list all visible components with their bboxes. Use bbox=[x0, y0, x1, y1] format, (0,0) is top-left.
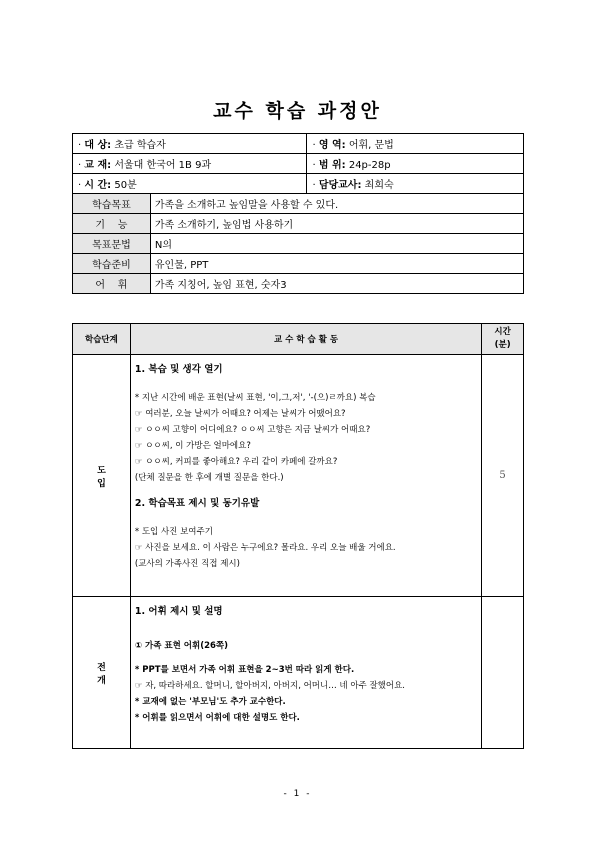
area-value: 어휘, 문법 bbox=[348, 140, 394, 151]
info-row-preparation bbox=[73, 254, 524, 274]
intro-line: ☞ ㅇㅇ씨, 이 가방은 얼마에요? bbox=[134, 441, 251, 451]
time-label: 시 간 bbox=[84, 180, 108, 191]
develop-section-1-title: 1. 어휘 제시 및 설명 bbox=[134, 606, 223, 617]
intro-row bbox=[73, 355, 524, 597]
vocabulary-label: 어 휘 bbox=[73, 274, 151, 294]
develop-line: * 어휘를 읽으면서 어휘에 대한 설명도 한다. bbox=[134, 713, 300, 723]
lesson-header-row bbox=[73, 324, 524, 355]
textbook-label: 교 재 bbox=[84, 160, 108, 171]
textbook-value: 서울대 한국어 1B 9과 bbox=[114, 160, 212, 171]
info-row-grammar bbox=[73, 234, 524, 254]
range-value: 24p-28p bbox=[348, 160, 391, 171]
activity-header: 교 수 학 습 활 동 bbox=[130, 324, 481, 355]
intro-section-1-title: 1. 복습 및 생각 열기 bbox=[134, 364, 223, 375]
intro-time: 5 bbox=[482, 355, 524, 597]
preparation-label: 학습준비 bbox=[73, 254, 151, 274]
info-row-function bbox=[73, 214, 524, 234]
develop-line: * PPT를 보면서 가족 어휘 표현을 2~3번 따라 읽게 한다. bbox=[134, 665, 355, 675]
intro-line: (교사의 가족사진 직접 제시) bbox=[134, 559, 240, 569]
develop-line: * 교재에 없는 '부모님'도 추가 교수한다. bbox=[134, 697, 286, 707]
stage-header: 학습단계 bbox=[73, 324, 131, 355]
target-value: 초급 학습자 bbox=[114, 140, 166, 151]
function-value: 가족 소개하기, 높임법 사용하기 bbox=[150, 214, 523, 234]
area-label: 영 역 bbox=[318, 140, 342, 151]
intro-line: ☞ ㅇㅇ씨 고향이 어디에요? ㅇㅇ씨 고향은 지금 날씨가 어때요? bbox=[134, 425, 371, 435]
intro-line: (단체 질문을 한 후에 개별 질문을 한다.) bbox=[134, 473, 284, 483]
info-row-target: · 대 상: 초급 학습자 · 영 역: 어휘, 문법 bbox=[73, 134, 524, 154]
info-row-textbook: · 교 재: 서울대 한국어 1B 9과 · 범 위: 24p-28p bbox=[73, 154, 524, 174]
info-row-time: · 시 간: 50분 · 담당교사: 최희숙 bbox=[73, 174, 524, 194]
develop-time bbox=[482, 597, 524, 749]
develop-row bbox=[73, 597, 524, 749]
objective-value: 가족을 소개하고 높임말을 사용할 수 있다. bbox=[150, 194, 523, 214]
target-label: 대 상 bbox=[84, 140, 108, 151]
intro-line: ☞ ㅇㅇ씨, 커피를 좋아해요? 우리 같이 카페에 갈까요? bbox=[134, 457, 338, 467]
range-label: 범 위 bbox=[318, 160, 342, 171]
intro-line: * 도입 사진 보여주기 bbox=[134, 527, 213, 537]
intro-line: * 지난 시간에 배운 표현(날씨 표현, '이,그,저', '-(으)ㄹ까요) 복습 bbox=[134, 393, 376, 403]
intro-line: ☞ 사진을 보세요. 이 사람은 누구에요? 몰라요. 우리 오늘 배울 거에요. bbox=[134, 543, 396, 553]
time-value: 50분 bbox=[114, 180, 137, 191]
develop-line: ☞ 자, 따라하세요. 할머니, 할아버지, 아버지, 어머니… 네 아주 잘했어요. bbox=[134, 681, 406, 691]
develop-activity bbox=[130, 597, 481, 749]
intro-line: ☞ 여러분, 오늘 날씨가 어때요? 어제는 날씨가 어땠어요? bbox=[134, 409, 346, 419]
time-header: 시간 (분) bbox=[482, 324, 524, 355]
lesson-table bbox=[72, 323, 524, 749]
intro-stage: 도입 bbox=[73, 355, 131, 597]
intro-activity bbox=[130, 355, 481, 597]
teacher-value: 최희숙 bbox=[364, 180, 394, 191]
grammar-label: 목표문법 bbox=[73, 234, 151, 254]
teacher-label: 담당교사 bbox=[318, 180, 358, 191]
objective-label: 학습목표 bbox=[73, 194, 151, 214]
document-title: 교수 학습 과정안 bbox=[213, 100, 382, 122]
info-row-vocabulary bbox=[73, 274, 524, 294]
page-number: - 1 - bbox=[283, 789, 312, 799]
intro-section-2-title: 2. 학습목표 제시 및 동기유발 bbox=[134, 498, 260, 509]
function-label: 기 능 bbox=[73, 214, 151, 234]
info-row-objective bbox=[73, 194, 524, 214]
preparation-value: 유인물, PPT bbox=[150, 254, 523, 274]
grammar-value: N의 bbox=[150, 234, 523, 254]
develop-stage: 전개 bbox=[73, 597, 131, 749]
develop-subsection-title: ① 가족 표현 어휘(26쪽) bbox=[134, 641, 229, 651]
vocabulary-value: 가족 지칭어, 높임 표현, 숫자3 bbox=[150, 274, 523, 294]
info-table bbox=[72, 133, 524, 294]
